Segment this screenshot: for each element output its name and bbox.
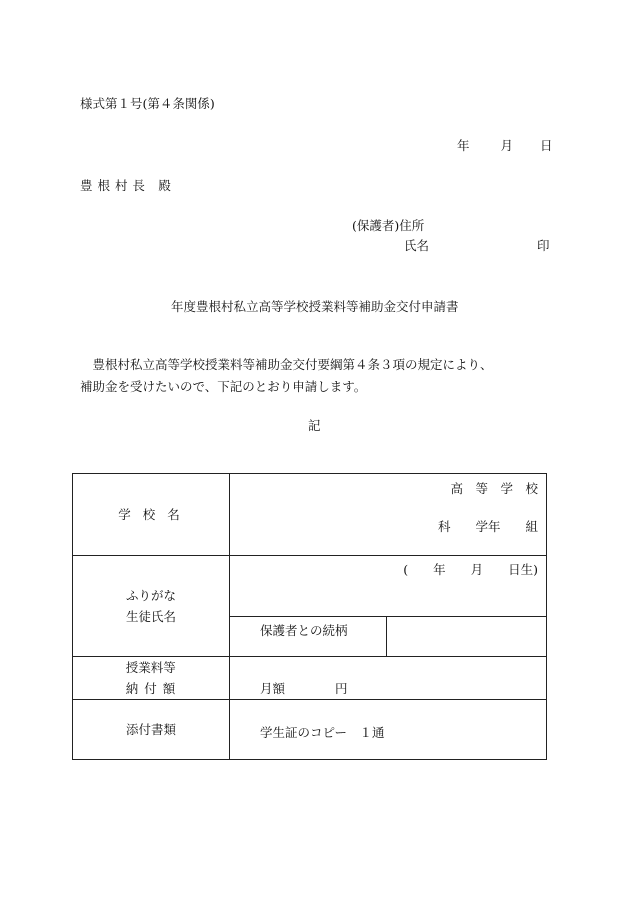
birth-date-suffix: ( 年 月 日生) (403, 562, 538, 577)
seal-mark: 印 (537, 238, 550, 253)
application-table (72, 473, 547, 760)
relation-input-cell[interactable] (387, 617, 547, 657)
student-label (126, 585, 176, 627)
document-title: 年度豊根村私立高等学校授業料等補助金交付申請書 (171, 299, 459, 314)
addressee: 豊 根 村 長 殿 (80, 178, 172, 193)
school-label-cell (73, 474, 230, 556)
date-day: 日 (540, 138, 553, 153)
attachment-input-cell[interactable] (230, 700, 547, 760)
date-line (457, 138, 553, 153)
fee-label-line-1: 授業料等 (125, 660, 176, 675)
guardian-name-label: 氏名 (404, 238, 430, 253)
body-line-1: 豊根村私立高等学校授業料等補助金交付要綱第４条３項の規定により、 (80, 357, 493, 372)
fee-label-line-2: 納 付 額 (125, 681, 177, 696)
guardian-address-label: (保護者)住所 (352, 218, 425, 233)
fee-label (126, 657, 176, 699)
fee-label-cell (73, 657, 230, 700)
class-suffix: 科 学年 組 (437, 519, 538, 534)
body-text (80, 354, 540, 398)
relation-label-cell (230, 617, 387, 657)
table-row-student (73, 556, 547, 617)
fee-value: 月額 円 (260, 681, 348, 696)
relation-label: 保護者との続柄 (260, 623, 348, 638)
school-suffix: 高 等 学 校 (450, 481, 538, 496)
student-label-cell (73, 556, 230, 657)
date-year: 年 (457, 138, 470, 153)
ki-heading: 記 (308, 418, 321, 433)
table-row-school (73, 474, 547, 556)
table-row-fee (73, 657, 547, 700)
attachment-label: 添付書類 (125, 722, 176, 737)
table-row-attachment (73, 700, 547, 760)
school-label: 学 校 名 (118, 507, 184, 522)
fee-input-cell[interactable] (230, 657, 547, 700)
date-month: 月 (500, 138, 514, 153)
body-line-2: 補助金を受けたいので、下記のとおり申請します。 (80, 379, 367, 394)
attachment-label-cell (73, 700, 230, 760)
student-name-label: 生徒氏名 (125, 609, 176, 624)
furigana-label: ふりがな (125, 588, 176, 603)
school-input-cell[interactable] (230, 474, 547, 556)
form-number: 様式第１号(第４条関係) (80, 96, 215, 111)
student-name-input-cell[interactable] (230, 556, 547, 617)
attachment-value: 学生証のコピー １通 (260, 725, 385, 740)
